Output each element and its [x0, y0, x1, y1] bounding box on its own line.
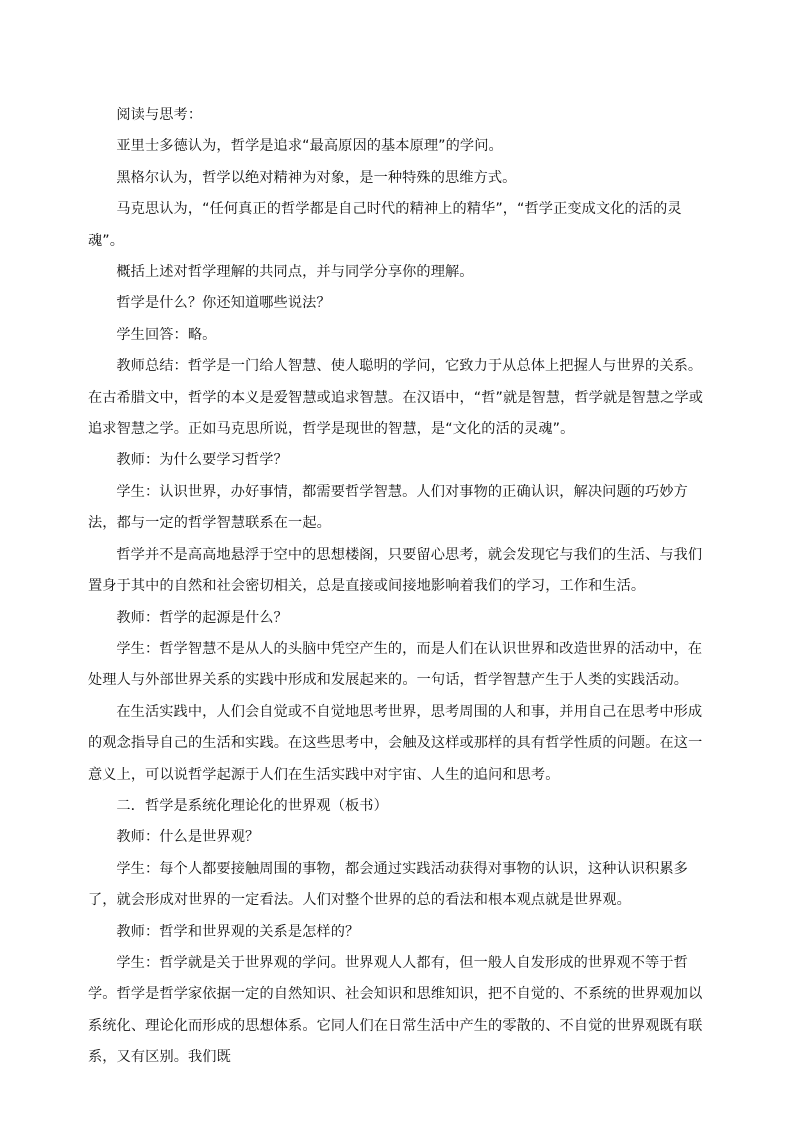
paragraph: 在生活实践中，人们会自觉或不自觉地思考世界，思考周围的人和事，并用自己在思考中形成的观念指导自己的生活和实践。在这些思考中，会触及这样或那样的具有哲学性质的问题。在这一意义上，可以说哲学起源于人们在生活实践中对宇宙、人生的追问和思考。 — [88, 703, 703, 783]
paragraph: 学生回答：略。 — [116, 326, 217, 343]
paragraph: 学生：每个人都要接触周围的事物，都会通过实践活动获得对事物的认识，这种认识积累多了，就会形成对世界的一定看法。人们对整个世界的总的看法和根本观点就是世界观。 — [88, 860, 688, 909]
paragraph: 教师总结：哲学是一门给人智慧、使人聪明的学问，它致力于从总体上把握人与世界的关系。在古希腊文中，哲学的本义是爱智慧或追求智慧。在汉语中，“哲”就是智慧，哲学就是智慧之学或追求智慧之学。正如马克思所说，哲学是现世的智慧，是“文化的活的灵魂”。 — [88, 358, 703, 438]
paragraph: 教师：为什么要学习哲学？ — [116, 452, 288, 469]
paragraph: 教师：哲学的起源是什么？ — [116, 609, 288, 626]
document-body — [88, 100, 714, 1074]
paragraph: 教师：哲学和世界观的关系是怎样的？ — [116, 923, 360, 940]
section-heading: 二．哲学是系统化理论化的世界观（板书） — [116, 797, 388, 814]
paragraph: 学生：哲学智慧不是从人的头脑中凭空产生的，而是人们在认识世界和改造世界的活动中，在处理人与外部世界关系的实践中形成和发展起来的。一句话，哲学智慧产生于人类的实践活动。 — [88, 640, 703, 689]
paragraph: 哲学并不是高高地悬浮于空中的思想楼阁，只要留心思考，就会发现它与我们的生活、与我们置身于其中的自然和社会密切相关，总是直接或间接地影响着我们的学习，工作和生活。 — [88, 546, 703, 595]
paragraph: 学生：哲学就是关于世界观的学问。世界观人人都有，但一般人自发形成的世界观不等于哲学。哲学是哲学家依据一定的自然知识、社会知识和思维知识，把不自觉的、不系统的世界观加以系统化、理论化而形成的思想体系。它同人们在日常生活中产生的零散的、不自觉的世界观既有联系，又有区别。我们既 — [88, 954, 703, 1066]
paragraph: 教师：什么是世界观？ — [116, 829, 260, 846]
paragraph: 马克思认为，“任何真正的哲学都是自己时代的精神上的精华”，“哲学正变成文化的活的灵魂”。 — [88, 201, 682, 249]
paragraph: 亚里士多德认为，哲学是追求“最高原因的基本原理”的学问。 — [116, 138, 503, 155]
paragraph: 概括上述对哲学理解的共同点，并与同学分享你的理解。 — [116, 264, 474, 281]
paragraph: 学生：认识世界，办好事情，都需要哲学智慧。人们对事物的正确认识，解决问题的巧妙方法，都与一定的哲学智慧联系在一起。 — [88, 483, 688, 532]
paragraph: 黑格尔认为，哲学以绝对精神为对象，是一种特殊的思维方式。 — [116, 169, 517, 186]
paragraph: 哲学是什么？你还知道哪些说法？ — [116, 295, 331, 312]
paragraph: 阅读与思考： — [116, 107, 203, 123]
